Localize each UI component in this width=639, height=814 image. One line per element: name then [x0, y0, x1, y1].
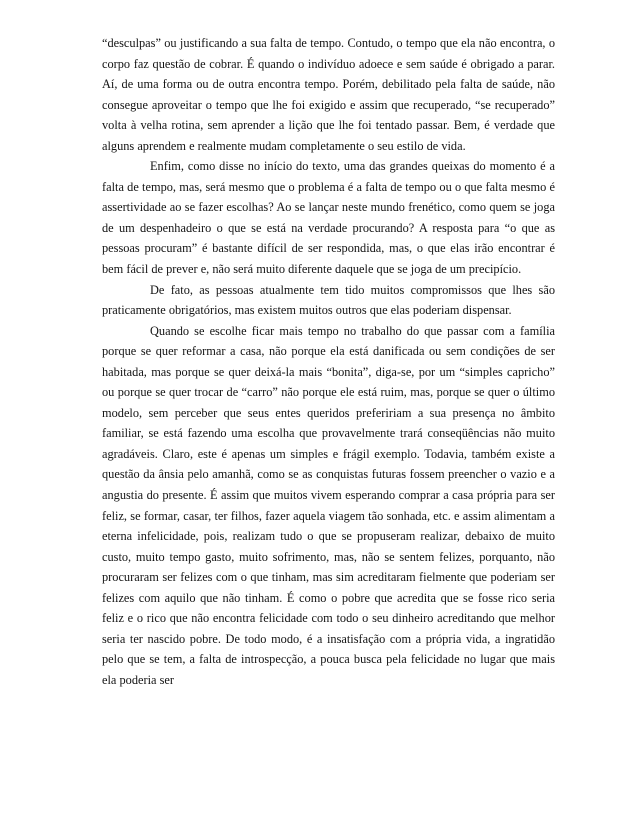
body-text: [102, 33, 555, 691]
paragraph-choices-example: Quando se escolhe ficar mais tempo no trabalho do que passar com a família porque se quer reformar a casa, não porque ela está danificada ou sem condições de ser habitada, mas porque se quer deixá-la mais “bonita”, diga-se, por um “simples capricho” ou porque se quer trocar de “carro” não porque ele está ruim, mas, porque se quer o último modelo, sem perceber que seus entes queridos prefeririam a sua presença no âmbito familiar, se está fazendo uma escolha que provavelmente trará conseqüências não muito agradáveis. Claro, este é apenas um simples e frágil exemplo. Todavia, também existe a questão da ânsia pelo amanhã, como se as conquistas futuras fossem preencher o vazio e a angustia do presente. É assim que muitos vivem esperando comprar a casa própria para ser feliz, se formar, casar, ter filhos, fazer aquela viagem tão sonhada, etc. e assim alimentam a eterna infelicidade, pois, realizam tudo o que se propuseram realizar, debaixo de muito custo, muito tempo gasto, muito sofrimento, mas, não se sentem felizes, porquanto, não procuraram ser felizes com o que tinham, mas sim acreditaram fielmente que poderiam ser felizes com aquilo que não tinham. É como o pobre que acredita que se fosse rico seria feliz e o rico que não encontra felicidade com todo o seu dinheiro acreditando que melhor seria ter nascido pobre. De todo modo, é a insatisfação com a própria vida, a ingratidão pelo que se tem, a falta de introspecção, a pouca busca pela felicidade no lugar que mais ela poderia ser: [102, 323, 555, 687]
paragraph-commitments: De fato, as pessoas atualmente tem tido muitos compromissos que lhes são praticamente obrigatórios, mas existem muitos outros que elas poderiam dispensar.: [102, 282, 555, 318]
paragraph-continued: “desculpas” ou justificando a sua falta de tempo. Contudo, o tempo que ela não encontra, o corpo faz questão de cobrar. É quando o indivíduo adoece e sem saúde é obrigado a parar. Aí, de uma forma ou de outra encontra tempo. Porém, debilitado pela falta de saúde, não consegue aproveitar o tempo que lhe foi exigido e assim que recuperado, “se recuperado” volta à velha rotina, sem aprender a lição que lhe foi tentado passar. Bem, é verdade que alguns aprendem e realmente mudam completamente o seu estilo de vida.: [102, 36, 555, 153]
paragraph-time-complaint: Enfim, como disse no início do texto, uma das grandes queixas do momento é a falta de tempo, mas, será mesmo que o problema é a falta de tempo ou o que falta mesmo é assertividade ao se fazer escolhas? Ao se lançar neste mundo frenético, como quem se joga de um despenhadeiro o que se está na verdade procurando? A resposta para “o que as pessoas procuram” é bastante difícil de ser respondida, mas, o que elas irão encontrar é bem fácil de prever e, não será muito diferente daquele que se joga de um precipício.: [102, 159, 555, 277]
